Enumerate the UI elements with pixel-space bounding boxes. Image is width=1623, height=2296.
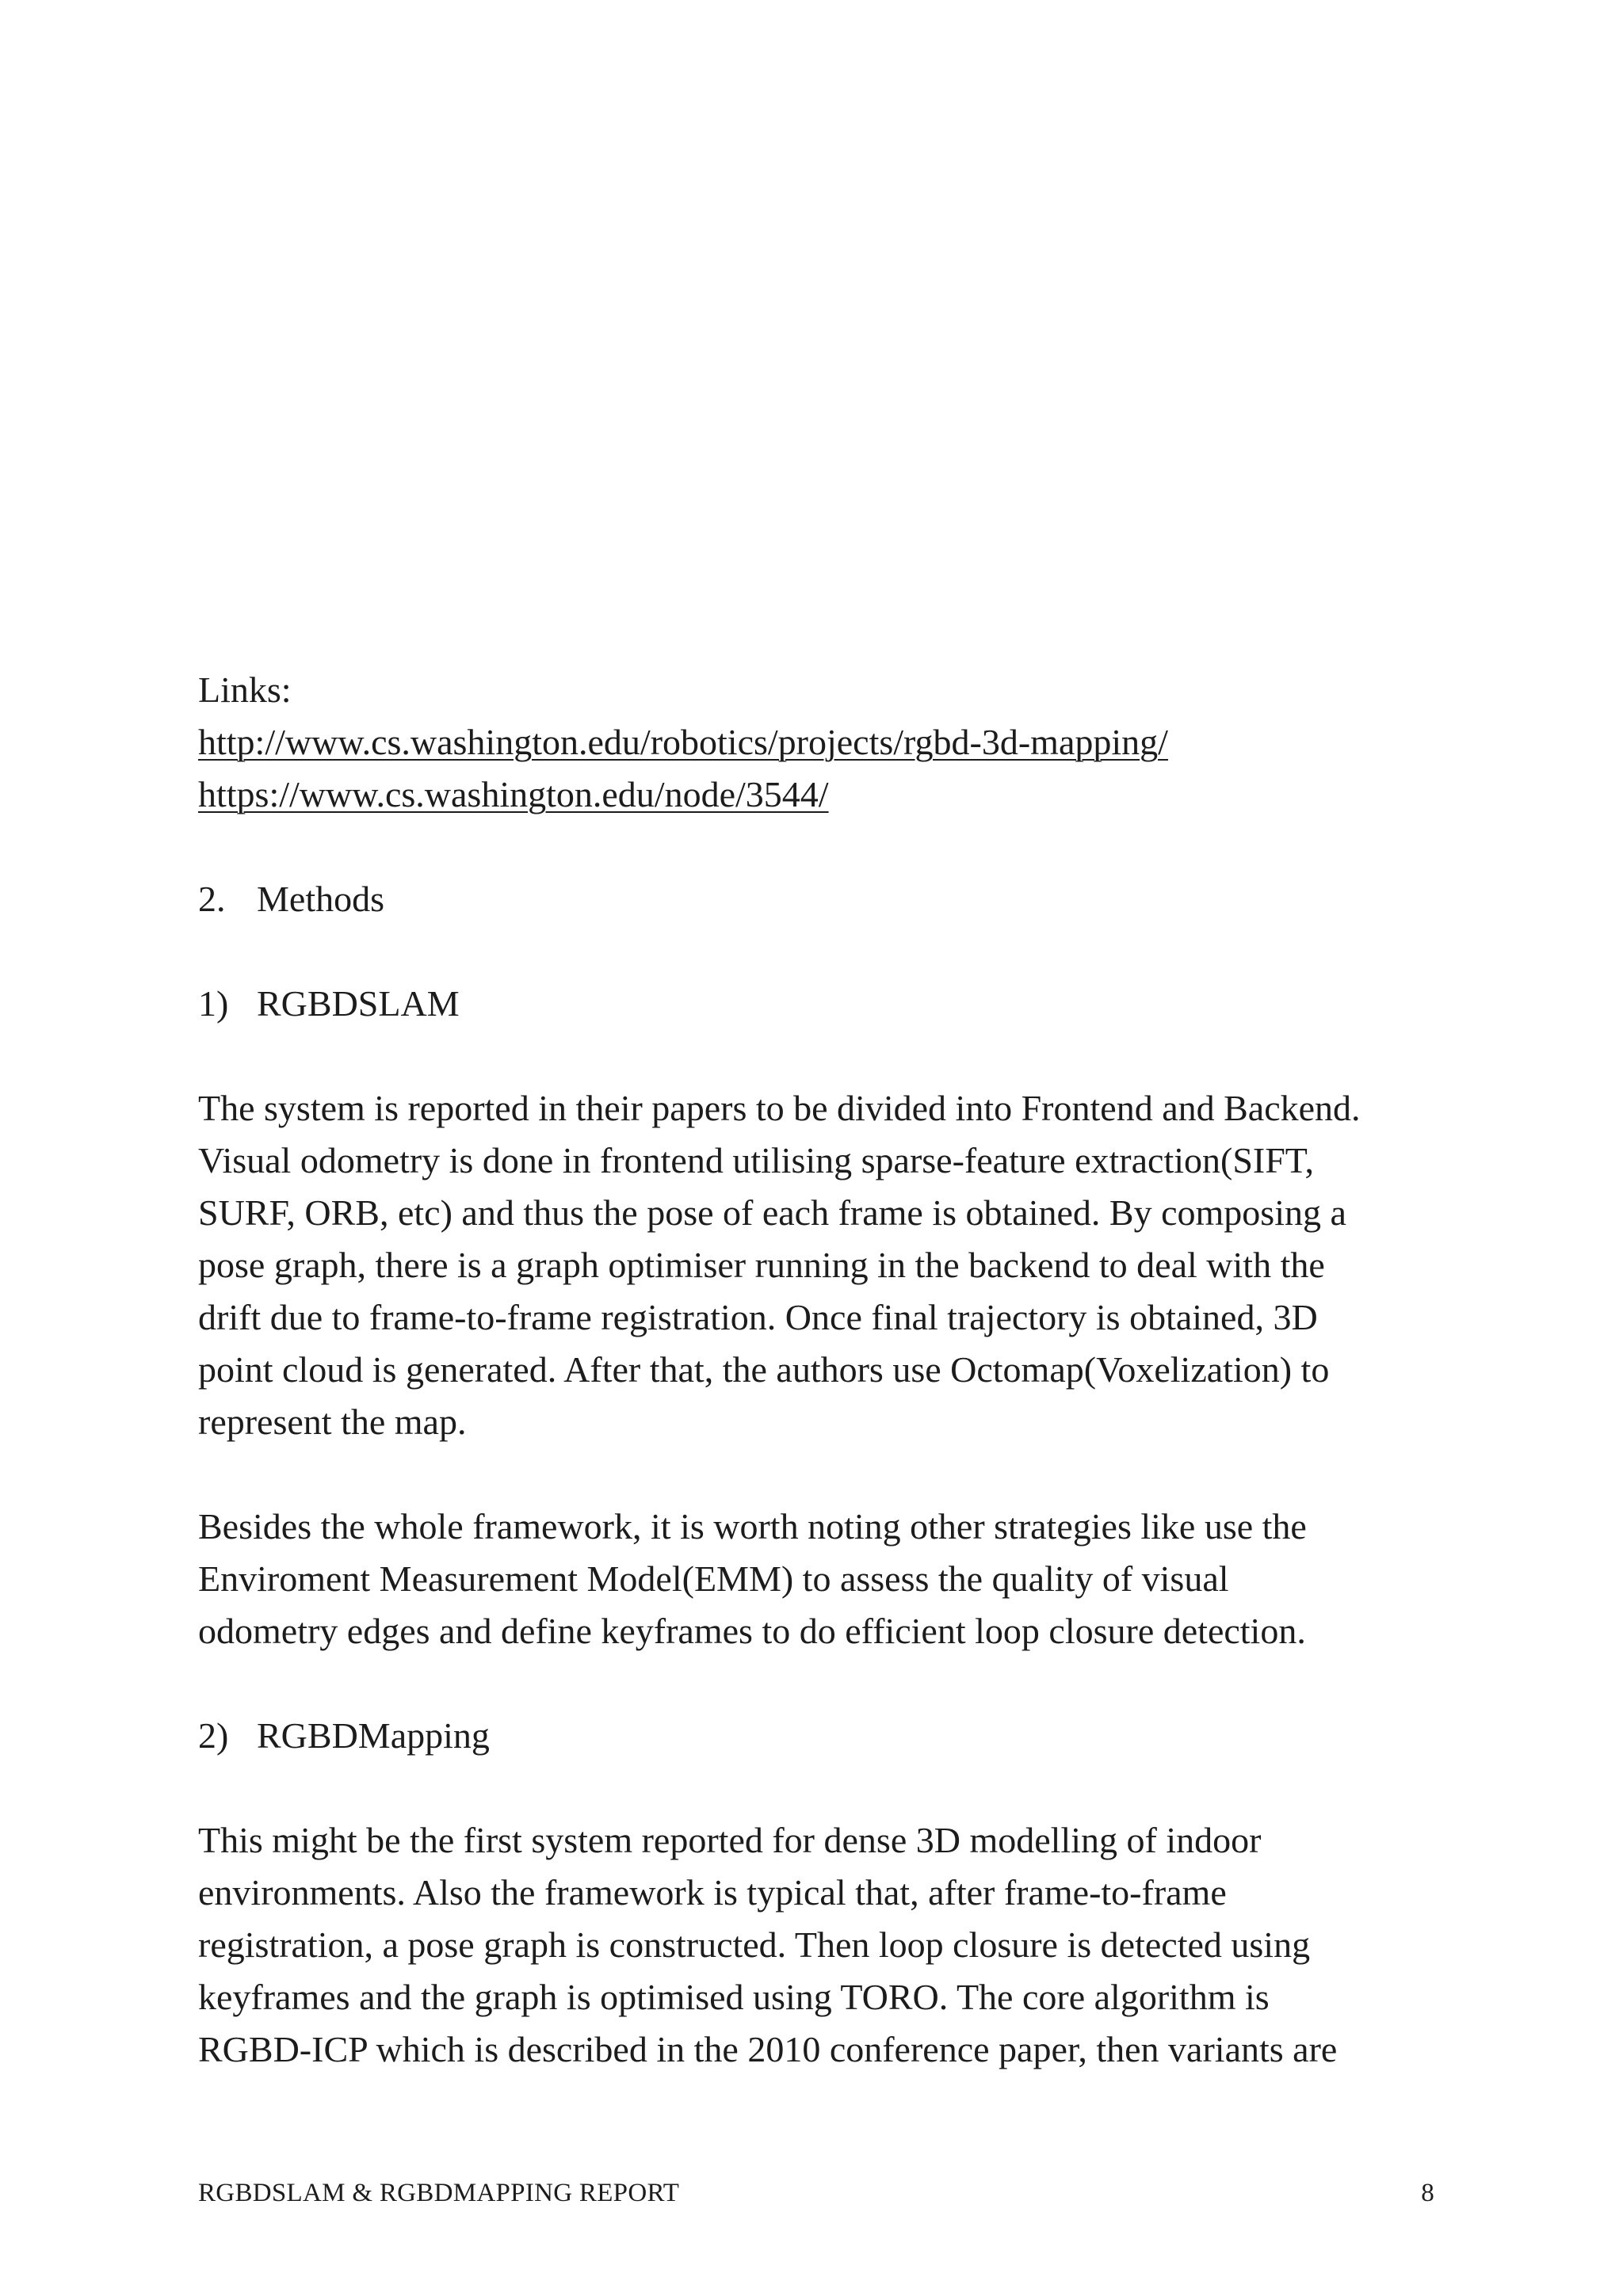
footer-report-title: RGBDSLAM & RGBDMAPPING REPORT (198, 2179, 680, 2207)
text-line: Visual odometry is done in frontend utilising sparse-feature extraction(SIFT, (198, 1140, 1314, 1180)
rgbdmapping-paragraph-1 (198, 1814, 1442, 2076)
subsection-title: RGBDMapping (257, 1715, 490, 1756)
text-line: SURF, ORB, etc) and thus the pose of each frame is obtained. By composing a (198, 1192, 1346, 1233)
links-heading: Links: (198, 669, 292, 710)
text-line: This might be the first system reported for dense 3D modelling of indoor (198, 1820, 1262, 1860)
text-line: represent the map. (198, 1402, 467, 1442)
section-title: Methods (257, 879, 384, 919)
link-node-3544[interactable]: https://www.cs.washington.edu/node/3544/ (198, 774, 829, 814)
section-number: 2. (198, 879, 226, 919)
footer-page-number: 8 (1421, 2179, 1434, 2207)
text-line: point cloud is generated. After that, the authors use Octomap(Voxelization) to (198, 1349, 1330, 1390)
text-line: odometry edges and define keyframes to do efficient loop closure detection. (198, 1611, 1306, 1651)
subsection-number: 1) (198, 983, 229, 1024)
subsection-title: RGBDSLAM (257, 983, 460, 1024)
text-line: The system is reported in their papers to be divided into Frontend and Backend. (198, 1088, 1361, 1128)
text-line: pose graph, there is a graph optimiser running in the backend to deal with the (198, 1245, 1325, 1285)
page-body (198, 664, 1442, 2076)
rgbdslam-paragraph-1 (198, 1082, 1442, 1448)
text-line: registration, a pose graph is constructed. Then loop closure is detected using (198, 1924, 1311, 1965)
page-footer (198, 2177, 1434, 2209)
rgbdslam-paragraph-2 (198, 1501, 1442, 1657)
text-line: environments. Also the framework is typical that, after frame-to-frame (198, 1872, 1227, 1913)
section-heading-methods (198, 873, 1442, 925)
text-line: RGBD-ICP which is described in the 2010 conference paper, then variants are (198, 2029, 1338, 2069)
subsection-number: 2) (198, 1715, 229, 1756)
link-rgbd-3d-mapping[interactable]: http://www.cs.washington.edu/robotics/projects/rgbd-3d-mapping/ (198, 722, 1168, 762)
text-line: drift due to frame-to-frame registration. Once final trajectory is obtained, 3D (198, 1297, 1318, 1337)
text-line: Besides the whole framework, it is worth noting other strategies like use the (198, 1506, 1307, 1547)
text-line: keyframes and the graph is optimised using TORO. The core algorithm is (198, 1977, 1270, 2017)
subsection-heading-rgbdslam (198, 978, 1442, 1030)
text-line: Enviroment Measurement Model(EMM) to assess the quality of visual (198, 1558, 1229, 1599)
subsection-heading-rgbdmapping (198, 1710, 1442, 1762)
